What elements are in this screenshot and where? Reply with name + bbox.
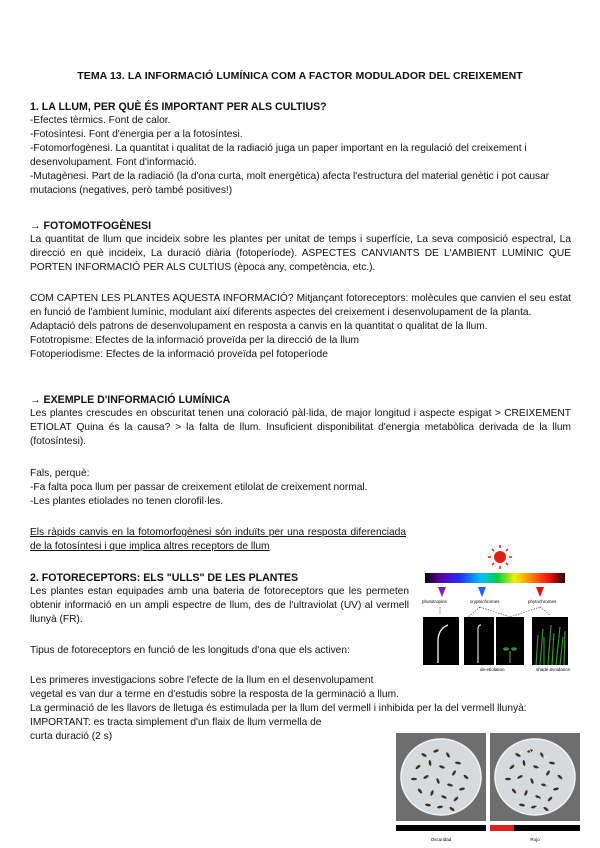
section-fals xyxy=(30,467,571,509)
etiolation-panel-dark xyxy=(464,617,494,665)
section-1-heading: 1. LA LLUM, PER QUÈ ÉS IMPORTANT PER ALS CULTIUS? xyxy=(30,101,327,113)
blue-arrow xyxy=(478,587,486,597)
red-arrow xyxy=(536,587,544,597)
section-1-line: -Fotomorfogènesi. La quantitat i qualitat de la radiació juga un paper important en la regulació del creixement i desenvolupament. Font d'informació. xyxy=(30,143,527,168)
photoreceptor-spectrum-figure xyxy=(420,545,570,675)
dark-after-red-bar xyxy=(514,825,580,831)
fotomorfogenesi-heading: → FOTOMOTFOGÈNESI xyxy=(30,220,152,232)
figure-label-phototropins: phototropins xyxy=(422,599,447,604)
spectrum-bar xyxy=(425,573,565,583)
label-oscuridad: Oscuridad xyxy=(430,837,452,842)
section-exemple xyxy=(30,393,571,449)
fotoperiodisme-line: Fotoperiodisme: Efectes de la informació proveïda pel fotoperíode xyxy=(30,349,328,360)
com-capten-paragraph: COM CAPTEN LES PLANTES AQUESTA INFORMACIÓ? Mitjançant fotoreceptors: molècules que canvien el seu estat en funció de l'ambient lumínic, modulant així diferents aspectes del creixement i desenvolupament de la planta. xyxy=(30,293,571,318)
figure-sublabel-shade-avoidance: shade avoidance xyxy=(536,667,570,672)
important-block xyxy=(30,716,330,744)
fototropisme-line: Fototropisme: Efectes de la informació proveïda per la direcció de la llum xyxy=(30,335,359,346)
figure-label-cryptochromes: cryptochromes xyxy=(470,599,500,604)
section-2-heading: 2. FOTORECEPTORS: ELS "ULLS" DE LES PLANTES xyxy=(30,572,299,584)
underlined-statement xyxy=(30,526,406,554)
exemple-paragraph: Les plantes crescudes en obscuritat tenen una coloració pàl·lida, de major longitud i aspecte espigat > CREIXEMENT ETIOLAT Quina és la causa? > la falta de llum. Insuficient disponibilitat d'energia metabòlica derivada de la llum (fotosíntesi). xyxy=(30,408,571,447)
section-2 xyxy=(30,571,409,627)
fals-item: -Fa falta poca llum per passar de creixement etilolat de creixement normal. xyxy=(30,482,368,493)
uv-arrow xyxy=(438,587,446,597)
red-flash-bar xyxy=(490,825,514,831)
fotomorfogenesi-paragraph: La quantitat de llum que incideix sobre les plantes per unitat de temps i superfície, La seva composició espectral, La direcció en què incideix, La duració diària (fotoperíode). ASPECTES CANVIANTS DE L'AMBIENT LUMÍNIC QUE PORTEN INFORMACIÓ PER ALS CULTIUS (època any, competència, etc.). xyxy=(30,234,571,273)
connector-lines xyxy=(440,607,550,617)
section-1-line: -Fotosíntesi. Font d'energia per a la fotosíntesi. xyxy=(30,129,243,140)
germinacio-block xyxy=(30,702,571,716)
underlined-paragraph: Els ràpids canvis en la fotomorfogènesi són induïts per una resposta diferenciada de la fotosíntesi i que implica altres receptors de llum xyxy=(30,527,406,552)
section-1-line: -Mutagènesi. Part de la radiació (la d'ona curta, molt energètica) afecta l'estructura del material genètic i pot causar mutacions (negatives, però també positives!) xyxy=(30,171,550,196)
tipus-line-block xyxy=(30,644,409,658)
germinacio-line: La germinació de les llavors de lletuga és estimulada per la llum del vermell i inhibida per la del vermell llunyà: xyxy=(30,703,527,714)
label-rojo: Rojo xyxy=(530,837,540,842)
dark-treatment-bar xyxy=(396,825,486,831)
figure-label-phytochromes: phytochromes xyxy=(528,599,557,604)
fals-line: Fals, perquè: xyxy=(30,468,90,479)
figure-sublabel-de-etiolation: de-etiolation xyxy=(480,667,505,672)
section-fotoreceptors-info xyxy=(30,292,571,362)
phototropism-panel xyxy=(423,617,459,665)
section-1 xyxy=(30,100,571,198)
investigacions-block xyxy=(30,674,400,702)
section-2-paragraph: Les plantes estan equipades amb una bateria de fotoreceptors que les permeten obtenir informació en un ampli espectre de llum, des de l'ultraviolat (UV) al vermell llunyà (FR). xyxy=(30,586,409,625)
investigacions-paragraph: Les primeres investigacions sobre l'efecte de la llum en el desenvolupament vegetal es van dur a terme en d'estudis sobre la resposta de la germinació a llum. xyxy=(30,675,399,700)
section-1-line: -Efectes tèrmics. Font de calor. xyxy=(30,115,171,126)
important-note: IMPORTANT: es tracta simplement d'un flaix de llum vermella de curta duració (2 s) xyxy=(30,717,322,742)
exemple-heading: → EXEMPLE D'INFORMACIÓ LUMÍNICA xyxy=(30,394,231,406)
section-fotomorfogenesi xyxy=(30,219,571,275)
adaptacio-line: Adaptació dels patrons de desenvolupament en resposta a canvis en la quantitat o qualitat de la llum. xyxy=(30,321,488,332)
document-title: TEMA 13. LA INFORMACIÓ LUMÍNICA COM A FACTOR MODULADOR DEL CREIXEMENT xyxy=(77,70,523,82)
lettuce-germination-figure xyxy=(396,733,580,845)
sun-icon xyxy=(488,545,512,569)
tipus-line: Tipus de fotoreceptors en funció de les longituds d'ona que els activen: xyxy=(30,645,350,656)
fals-item: -Les plantes etiolades no tenen clorofil·les. xyxy=(30,496,224,507)
